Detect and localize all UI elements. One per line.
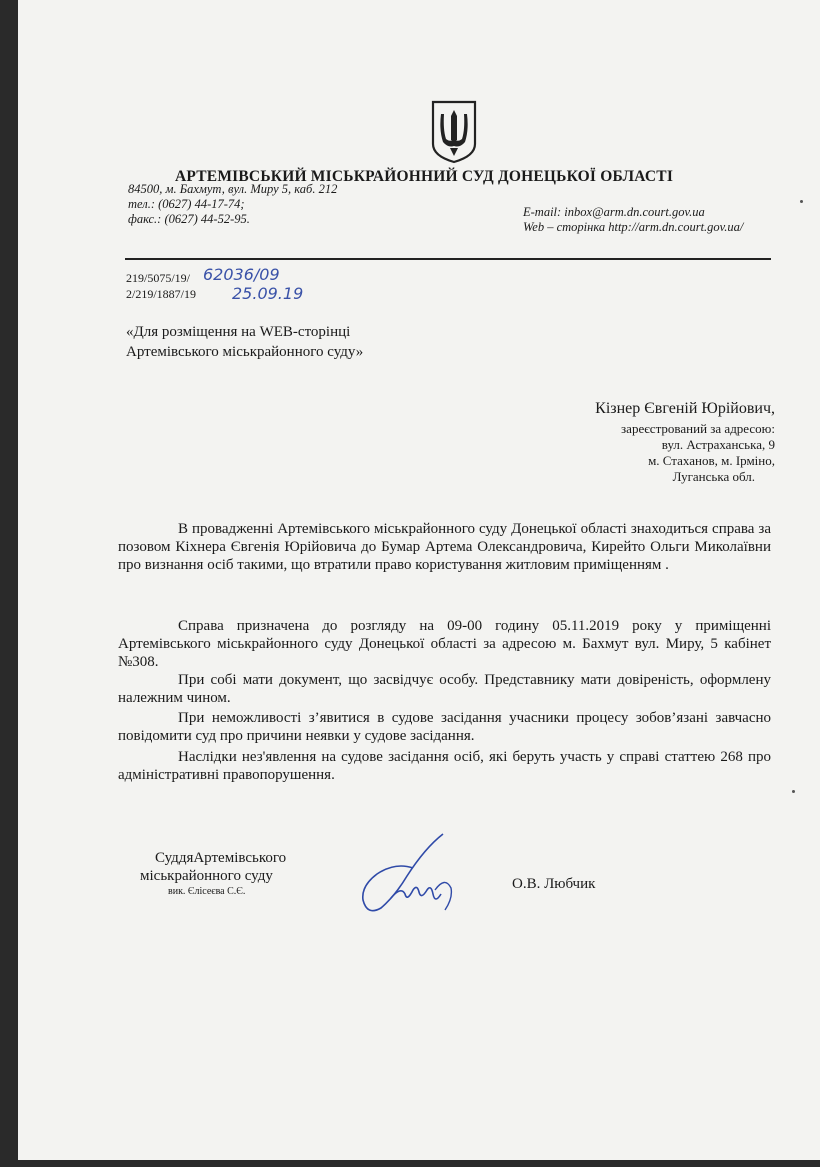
body-paragraph-2: Справа призначена до розгляду на 09-00 годину 05.11.2019 року у приміщенні Артемівського міськрайонного суду Донецької області за адресою м. Бахмут вул. Миру, 5 кабінет №308. [118,618,771,670]
executor-note: вик. Єлісеєва С.Є. [168,886,246,897]
court-phone: тел.: (0627) 44-17-74; [128,197,245,211]
paper-speck [800,200,803,203]
court-email: E-mail: inbox@arm.dn.court.gov.ua [523,205,705,219]
trident-emblem-icon [430,100,478,164]
reference-number-1: 219/5075/19/ [126,271,191,285]
recipient-region: Луганська обл. [672,469,755,484]
handwritten-date: 25.09.19 [232,284,304,303]
court-fax: факс.: (0627) 44-52-95. [128,212,250,226]
handwritten-reference: 62036/09 [203,265,280,284]
reference-number-2: 2/219/1887/19 [126,287,197,301]
body-paragraph-1: В провадженні Артемівського міськрайонного суду Донецької області знаходиться справа за позовом Кіхнера Євгенія Юрійовича до Бумар Артема Олександровича, Кирейто Ольги Миколаївни про визнання осіб такими, що втратили право користування житловим приміщенням . [118,521,771,573]
court-web: Web – сторінка http://arm.dn.court.gov.ua/ [523,220,744,234]
recipient-name: Кізнер Євгеній Юрійович, [595,400,775,417]
judge-title-line-1: СуддяАртемівського [155,850,287,866]
body-paragraph-3: При собі мати документ, що засвідчує особу. Представнику мати довіреність, оформлену належним чином. [118,672,771,706]
recipient-registered: зареєстрований за адресою: [621,421,775,436]
header-divider [125,258,771,260]
judge-title-line-2: міськрайонного суду [140,868,273,884]
recipient-street: вул. Астраханська, 9 [661,437,775,452]
court-name: АРТЕМІВСЬКИЙ МІСЬКРАЙОННИЙ СУД ДОНЕЦЬКОЇ ОБЛАСТІ [175,168,674,185]
recipient-city: м. Стаханов, м. Ірміно, [648,453,775,468]
body-paragraph-4: При неможливості з’явитися в судове засідання учасники процесу зобов’язані завчасно повідомити суд про причини неявки у судове засідання. [118,710,771,744]
paper-speck [792,790,795,793]
court-address: 84500, м. Бахмут, вул. Миру 5, каб. 212 [128,182,338,196]
web-note-line-2: Артемівського міськрайонного суду» [126,344,364,360]
judge-name: О.В. Любчик [512,876,596,892]
body-paragraph-5: Наслідки нез'явлення на судове засідання осіб, які беруть участь у справі статтею 268 про адміністративні правопорушення. [118,749,771,783]
web-note-line-1: «Для розміщення на WEB-сторінці [126,324,351,340]
handwritten-signature-icon [355,828,465,918]
